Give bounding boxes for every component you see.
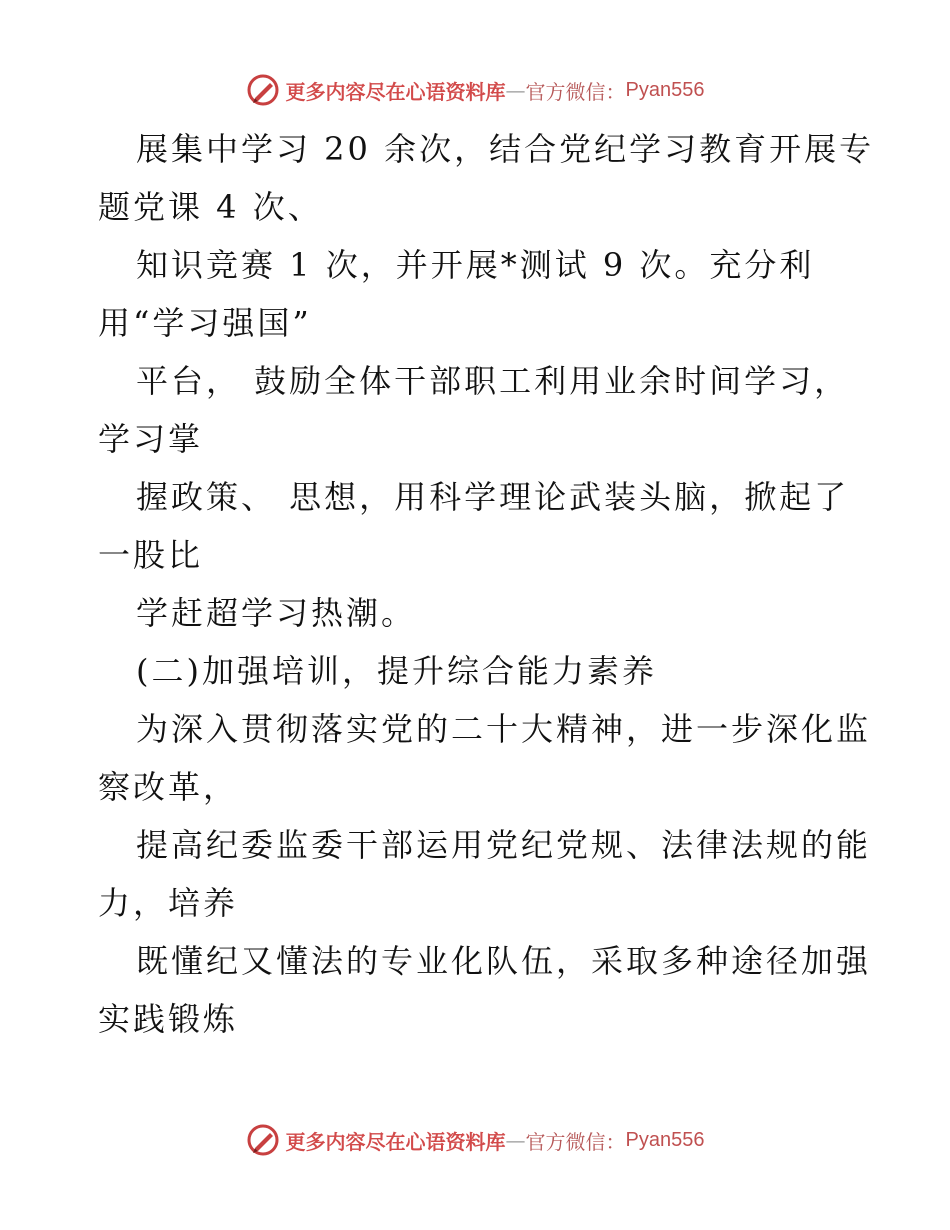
watermark-wechat-label: 官方微信： [525, 79, 626, 104]
watermark-title: 更多内容尽在心语资料库 [285, 79, 506, 104]
text-line: 平台， 鼓励全体干部职工利用业余时间学习， [136, 362, 850, 400]
watermark-title: 更多内容尽在心语资料库 [285, 1129, 506, 1154]
document-body [98, 120, 875, 1048]
watermark-wechat-id: Pyan556 [625, 1128, 705, 1151]
text-line: 实践锻炼 [98, 1000, 239, 1038]
text-line: 用“学习强国” [98, 304, 312, 342]
section-heading: (二)加强培训，提升综合能力素养 [136, 652, 657, 690]
text-line: 察改革， [98, 768, 239, 806]
watermark-wechat-id: Pyan556 [625, 78, 705, 101]
watermark-wechat-label: 官方微信： [525, 1129, 626, 1154]
text-line: 知识竞赛 1 次，并开展*测试 9 次。充分利 [136, 246, 815, 284]
pen-logo-icon [246, 73, 280, 107]
watermark-separator: — [505, 78, 526, 102]
text-line: 握政策、 思想，用科学理论武装头脑，掀起了 [136, 478, 850, 516]
pen-logo-icon [246, 1123, 280, 1157]
text-line: 力，培养 [98, 884, 239, 922]
text-line: 学赶超学习热潮。 [136, 594, 417, 632]
text-line: 既懂纪又懂法的专业化队伍，采取多种途径加强 [136, 942, 872, 980]
text-line: 展集中学习 20 余次，结合党纪学习教育开展专 [136, 130, 875, 168]
text-line: 一股比 [98, 536, 204, 574]
footer-watermark [0, 1120, 950, 1160]
text-line: 为深入贯彻落实党的二十大精神，进一步深化监 [136, 710, 872, 748]
text-line: 学习掌 [98, 420, 204, 458]
watermark-separator: — [505, 1128, 526, 1152]
text-line: 题党课 4 次、 [98, 188, 323, 226]
text-line: 提高纪委监委干部运用党纪党规、法律法规的能 [136, 826, 872, 864]
header-watermark [0, 70, 950, 110]
